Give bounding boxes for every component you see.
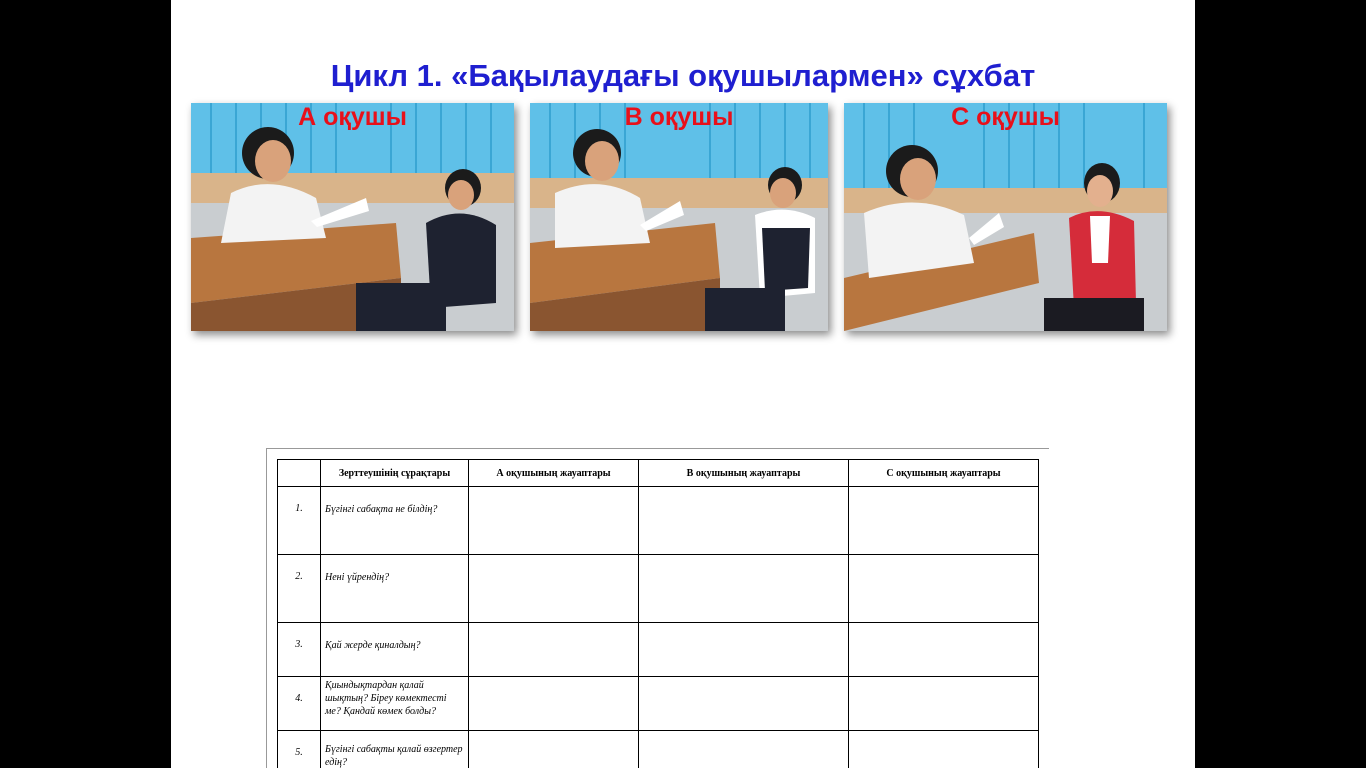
- header-num: [278, 460, 321, 487]
- header-answers-a: А оқушының жауаптары: [469, 460, 639, 487]
- header-answers-b: В оқушының жауаптары: [639, 460, 849, 487]
- answer-cell-b[interactable]: [639, 555, 849, 623]
- photo-student-b: [530, 103, 828, 331]
- slide: [171, 0, 1195, 768]
- table-row: [278, 731, 1039, 768]
- classroom-photo-a-icon: [191, 103, 514, 331]
- answer-cell-b[interactable]: [639, 623, 849, 677]
- answer-cell-a[interactable]: [469, 731, 639, 768]
- answer-cell-a[interactable]: [469, 677, 639, 731]
- row-question: Қай жерде қиналдың?: [321, 623, 469, 677]
- answer-cell-b[interactable]: [639, 487, 849, 555]
- slide-title: Цикл 1. «Бақылаудағы оқушылармен» сұхбат: [330, 58, 1036, 93]
- row-num: 1.: [278, 487, 321, 555]
- photo-student-c: [844, 103, 1167, 331]
- photo-label-c: С оқушы: [951, 103, 1060, 131]
- answer-cell-c[interactable]: [849, 731, 1039, 768]
- answer-cell-c[interactable]: [849, 487, 1039, 555]
- row-question: Бүгінгі сабақта не білдің?: [321, 487, 469, 555]
- answer-cell-c[interactable]: [849, 623, 1039, 677]
- row-num: 4.: [278, 677, 321, 731]
- answer-cell-a[interactable]: [469, 623, 639, 677]
- photo-label-b: В оқушы: [624, 103, 734, 131]
- table-row: [278, 555, 1039, 623]
- header-answers-c: С оқушының жауаптары: [849, 460, 1039, 487]
- photo-label-a: А оқушы: [298, 103, 407, 131]
- row-question: Қиындықтардан қалай шықтың? Біреу көмектесті ме? Қандай көмек болды?: [321, 677, 469, 731]
- answer-cell-c[interactable]: [849, 677, 1039, 731]
- answer-cell-b[interactable]: [639, 677, 849, 731]
- photo-student-a: [191, 103, 514, 331]
- classroom-photo-b-icon: [530, 103, 828, 331]
- answer-cell-a[interactable]: [469, 487, 639, 555]
- classroom-photo-c-icon: [844, 103, 1167, 331]
- answer-cell-c[interactable]: [849, 555, 1039, 623]
- row-question: Бүгінгі сабақты қалай өзгертер едің?: [321, 731, 469, 768]
- table-row: [278, 623, 1039, 677]
- header-questions: Зерттеушінің сұрақтары: [321, 460, 469, 487]
- row-question: Нені үйрендің?: [321, 555, 469, 623]
- row-num: 5.: [278, 731, 321, 768]
- table-header-row: [278, 460, 1039, 487]
- table-row: [278, 677, 1039, 731]
- answer-cell-b[interactable]: [639, 731, 849, 768]
- answer-cell-a[interactable]: [469, 555, 639, 623]
- row-num: 2.: [278, 555, 321, 623]
- questionnaire-document: [266, 448, 1049, 768]
- questionnaire-table: [277, 459, 1039, 768]
- row-num: 3.: [278, 623, 321, 677]
- table-row: [278, 487, 1039, 555]
